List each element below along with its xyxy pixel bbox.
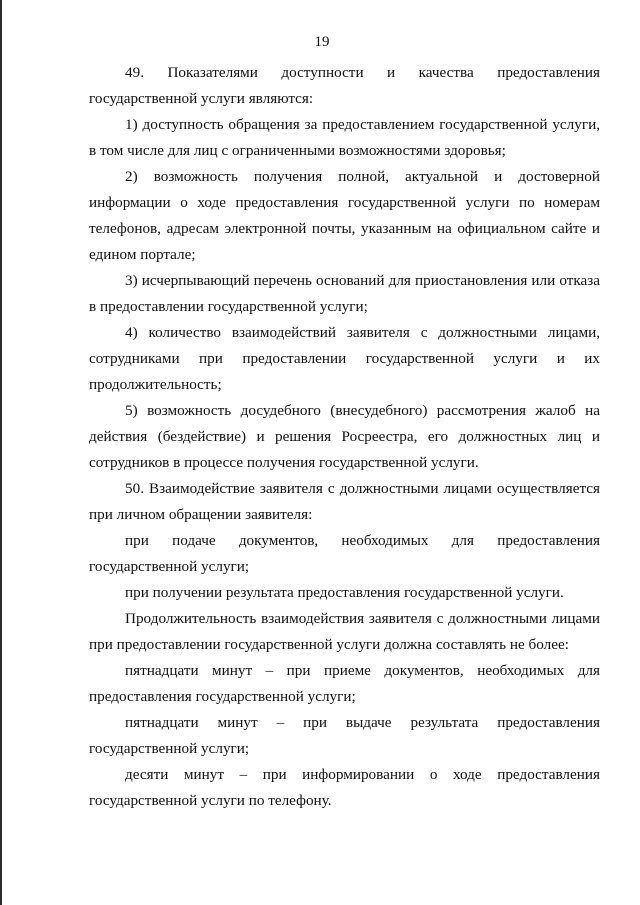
list-item-1: 1) доступность обращения за предоставлением государственной услуги, в том числе для лиц с ограниченными возможностями здоровья; [89,116,600,159]
duration-intro: Продолжительность взаимодействия заявителя с должностными лицами при предоставлении государственной услуги должна составлять не более: [89,610,600,653]
duration-issuance: пятнадцати минут – при выдаче результата предоставления государственной услуги; [89,714,600,757]
interaction-case-submission: при подаче документов, необходимых для предоставления государственной услуги; [89,532,600,575]
document-body [89,60,600,814]
list-item-2: 2) возможность получения полной, актуальной и достоверной информации о ходе предоставления государственной услуги по номерам телефонов, адресам электронной почты, указанным на официальном сайте и едином портале; [89,168,600,263]
page-number: 19 [314,34,330,50]
list-item-5: 5) возможность досудебного (внесудебного) рассмотрения жалоб на действия (бездействие) и решения Росреестра, его должностных лиц и сотрудников в процессе получения государственной услуги. [89,402,600,471]
duration-phone: десяти минут – при информировании о ходе предоставления государственной услуги по телефону. [89,766,600,809]
list-item-3: 3) исчерпывающий перечень оснований для приостановления или отказа в предоставлении государственной услуги; [89,272,600,315]
list-item-4: 4) количество взаимодействий заявителя с должностными лицами, сотрудниками при предоставлении государственной услуги и их продолжительность; [89,324,600,393]
paragraph-49: 49. Показателями доступности и качества предоставления государственной услуги являются: [89,64,600,107]
duration-submission: пятнадцати минут – при приеме документов, необходимых для предоставления государственной услуги; [89,662,600,705]
paragraph-50: 50. Взаимодействие заявителя с должностными лицами осуществляется при личном обращении заявителя: [89,480,600,523]
interaction-case-receipt: при получении результата предоставления государственной услуги. [125,584,564,601]
